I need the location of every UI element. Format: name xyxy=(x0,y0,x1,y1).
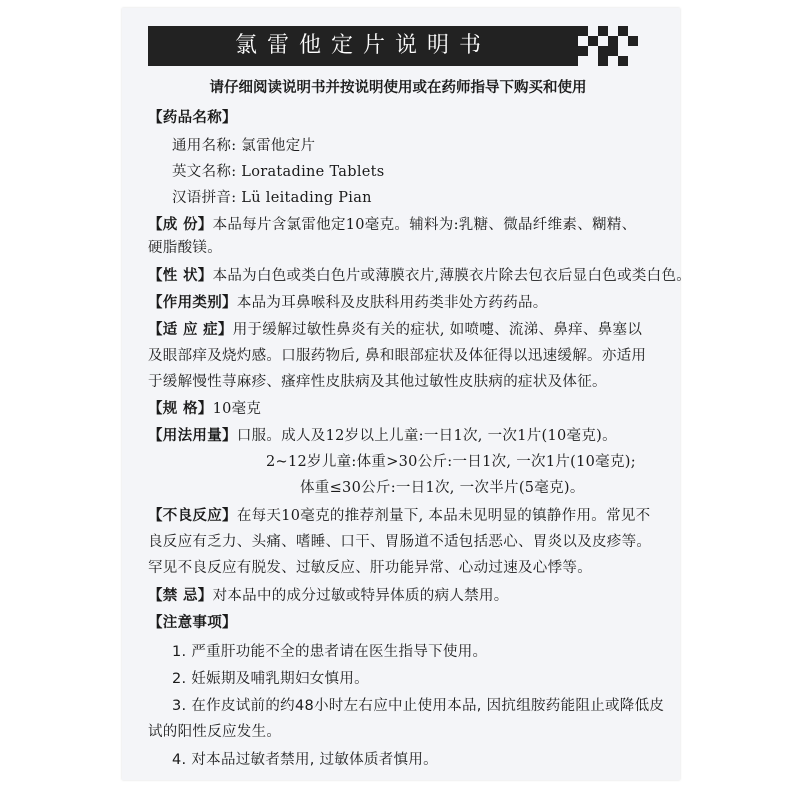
generic-name: 通用名称: 氯雷他定片 xyxy=(172,138,316,154)
category-row xyxy=(148,291,548,312)
caution-item-3-cont: 试的阳性反应发生。 xyxy=(148,724,282,740)
pinyin-name: 汉语拼音: Lü leitading Pian xyxy=(172,190,372,206)
ingredients-text: 本品每片含氯雷他定10毫克。辅料为:乳糖、微晶纤维素、糊精、 xyxy=(212,217,637,233)
category-text: 本品为耳鼻喉科及皮肤科用药类非处方药药品。 xyxy=(236,295,548,311)
contraindication-text: 对本品中的成分过敏或特异体质的病人禁用。 xyxy=(212,588,509,604)
appearance-row xyxy=(148,264,691,285)
ingredients-text-cont: 硬脂酸镁。 xyxy=(148,240,222,256)
indication-text-cont-1: 及眼部痒及烧灼感。口服药物后, 鼻和眼部症状及体征得以迅速缓解。亦适用 xyxy=(148,348,647,364)
dosage-text: 口服。成人及12岁以上儿童:一日1次, 一次1片(10毫克)。 xyxy=(236,428,617,444)
checker-pattern-decoration xyxy=(578,26,638,66)
spec-heading: 【规 格】 xyxy=(148,401,213,417)
indication-heading: 【适 应 症】 xyxy=(148,322,233,338)
dosage-heading: 【用法用量】 xyxy=(148,428,237,444)
adverse-text-cont-2: 罕见不良反应有脱发、过敏反应、肝功能异常、心动过速及心悸等。 xyxy=(148,560,592,576)
category-heading: 【作用类别】 xyxy=(148,295,237,311)
dosage-weight-line: 体重≤30公斤:一日1次, 一次半片(5毫克)。 xyxy=(300,480,585,496)
caution-item-3: 3. 在作皮试前的约48小时左右应中止使用本品, 因抗组胺药能阻止或降低皮 xyxy=(172,698,665,714)
adverse-text-cont-1: 良反应有乏力、头痛、嗜睡、口干、胃肠道不适包括恶心、胃炎以及皮疹等。 xyxy=(148,534,652,550)
document-title: 氯雷他定片说明书 xyxy=(234,33,491,58)
adverse-row xyxy=(148,504,650,525)
caution-item-2: 2. 妊娠期及哺乳期妇女慎用。 xyxy=(172,671,369,687)
spec-row xyxy=(148,397,261,418)
usage-notice: 请仔细阅读说明书并按说明使用或在药师指导下购买和使用 xyxy=(209,80,587,96)
contraindication-row xyxy=(148,584,509,605)
adverse-heading: 【不良反应】 xyxy=(148,508,237,524)
contraindication-heading: 【禁 忌】 xyxy=(148,588,213,604)
appearance-heading: 【性 状】 xyxy=(148,268,213,284)
caution-heading: 【注意事项】 xyxy=(148,615,237,631)
adverse-text: 在每天10毫克的推荐剂量下, 本品未见明显的镇静作用。常见不 xyxy=(236,508,651,524)
drug-name-heading: 【药品名称】 xyxy=(148,110,237,126)
dosage-row xyxy=(148,424,617,445)
indication-row xyxy=(148,318,642,339)
caution-item-4: 4. 对本品过敏者禁用, 过敏体质者慎用。 xyxy=(172,752,438,768)
spec-text: 10毫克 xyxy=(212,401,262,417)
dosage-children-line: 2~12岁儿童:体重>30公斤:一日1次, 一次1片(10毫克); xyxy=(266,454,636,470)
caution-item-1: 1. 严重肝功能不全的患者请在医生指导下使用。 xyxy=(172,644,488,660)
indication-text: 用于缓解过敏性鼻炎有关的症状, 如喷嚏、流涕、鼻痒、鼻塞以 xyxy=(232,322,643,338)
appearance-text: 本品为白色或类白色片或薄膜衣片,薄膜衣片除去包衣后显白色或类白色。 xyxy=(212,268,692,284)
ingredients-heading: 【成 份】 xyxy=(148,217,213,233)
indication-text-cont-2: 于缓解慢性荨麻疹、瘙痒性皮肤病及其他过敏性皮肤病的症状及体征。 xyxy=(148,374,607,390)
ingredients-row xyxy=(148,213,636,234)
english-name: 英文名称: Loratadine Tablets xyxy=(172,164,385,180)
